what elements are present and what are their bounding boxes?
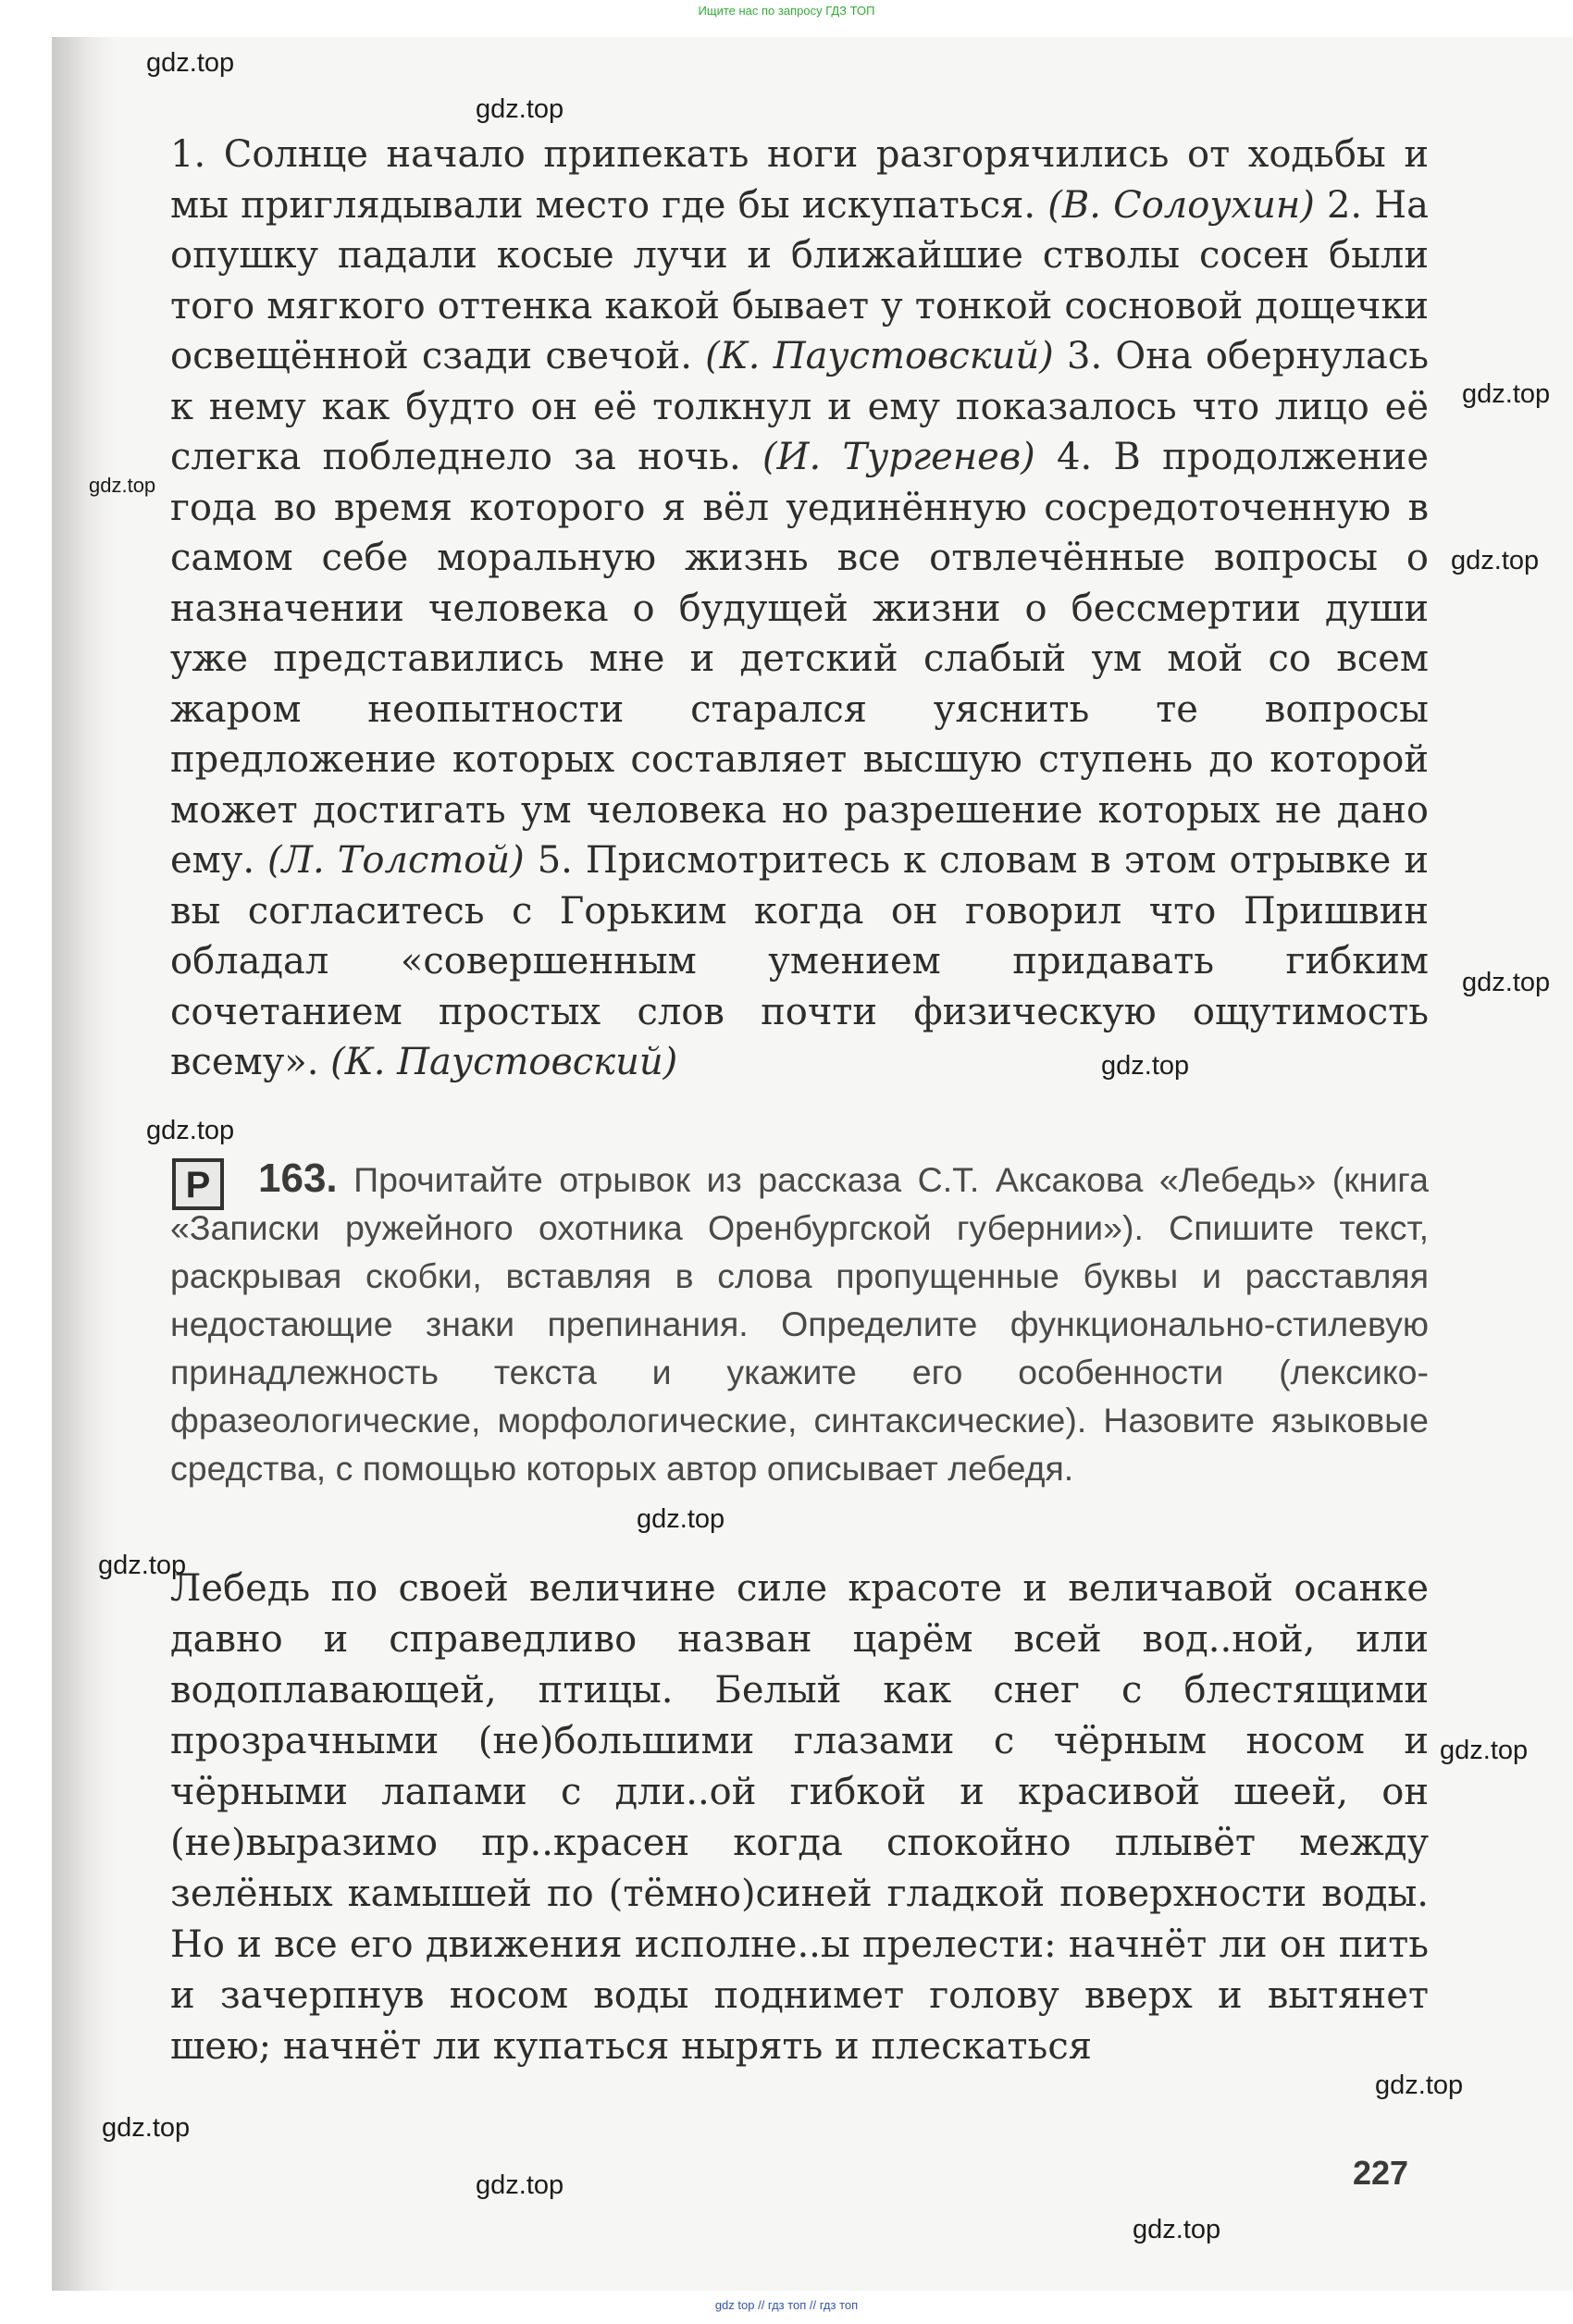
watermark: gdz.top [1451,546,1540,575]
sentence-2: 2. На опушку падали косые лучи и ближайшие стволы сосен были того мягкого оттенка какой бывает у тонкой сосновой дощечки освещённой сзади свечой. [170,183,1430,377]
author-paustovsky-2: (К. Паустовский) [330,1041,678,1083]
speech-development-badge: Р [172,1158,224,1210]
book-spine-shadow [52,37,117,2291]
bottom-banner[interactable]: gdz top // гдз топ // гдз топ [714,2298,859,2312]
exercise-162-text [170,130,1429,1088]
exercise-number: 163. [258,1156,338,1201]
sentence-4: 4. В продолжение года во время которого я вёл уединённую сосредоточенную в самом себе моральную жизнь все отвлечённые вопросы о назначении человека о будущей жизни о бессмертии души уже представились мне и детский слабый ум мой со всем жаром неопытности старался уяснить те вопросы предложение которых составляет высшую ступень до которой может достигать ум человека но разрешение которых не дано ему. [170,436,1429,882]
watermark: gdz.top [102,2113,191,2143]
sentence-1: 1. Солнце начало припекать ноги разгорячились от ходьбы и мы приглядывали место где бы искупаться. [170,133,1429,227]
exercise-163-task [170,1155,1429,1492]
task-intro: Прочитайте отрывок из рассказа С.Т. Аксакова «Лебедь» (книга «Записки ружейного охотника Оренбургской губернии»). [170,1160,1429,1247]
watermark: gdz.top [637,1504,725,1534]
watermark: gdz.top [146,1116,235,1145]
watermark: gdz.top [146,48,235,78]
watermark: gdz.top [1462,379,1551,409]
watermark: gdz.top [1101,1051,1190,1081]
author-turgenev: (И. Тургенев) [762,436,1035,478]
page-number: 227 [1353,2154,1409,2192]
author-paustovsky-1: (К. Паустовский) [705,335,1054,377]
swan-passage: Лебедь по своей величине силе красоте и величавой осанке давно и справедливо назван царём всей вод..ной, или водоплавающей, птицы. Белый как снег с блестящими прозрачными (не)большими глазами с чёрным носом и чёрными лапами с дли..ой гибкой и красивой шеей, он (не)выразимо пр..красен когда спокойно плывёт между зелёных камышей по (тёмно)синей гладкой поверхности воды. Но и все его движения исполне..ы прелести: начнёт ли он пить и зачерпнув носом воды поднимет голову вверх и вытянет шею; начнёт ли купаться нырять и плескаться [170,1567,1429,2068]
watermark: gdz.top [89,474,156,497]
watermark: gdz.top [1462,968,1551,997]
watermark: gdz.top [476,2170,564,2200]
author-tolstoy: (Л. Толстой) [267,839,525,882]
watermark: gdz.top [98,1551,187,1580]
top-banner[interactable]: Ищите нас по запросу ГДЗ ТОП [698,4,875,18]
watermark: gdz.top [1440,1736,1529,1765]
sentence-3: 3. Она обернулась к нему как будто он её толкнул и ему показалось что лицо её слегка побледнело за ночь. [170,335,1430,478]
watermark: gdz.top [1375,2071,1464,2100]
watermark: gdz.top [476,94,564,124]
author-soloukhin: (В. Солоухин) [1047,183,1315,227]
watermark: gdz.top [1133,2215,1221,2244]
task-instructions: Спишите текст, раскрывая скобки, вставляя в слова пропущенные буквы и расставляя недостающие знаки препинания. Определите функционально-стилевую принадлежность текста и укажите его особенности (лексико-фразеологические, морфологические, синтаксические). Назовите языковые средства, с помощью которых автор описывает лебедя. [170,1208,1429,1488]
sentence-5: 5. Присмотритесь к словам в этом отрывке и вы согласитесь с Горьким когда он говорил что Пришвин обладал «совершенным умением придавать гибким сочетанием простых слов почти физическую ощутимость всему». [170,839,1430,1083]
